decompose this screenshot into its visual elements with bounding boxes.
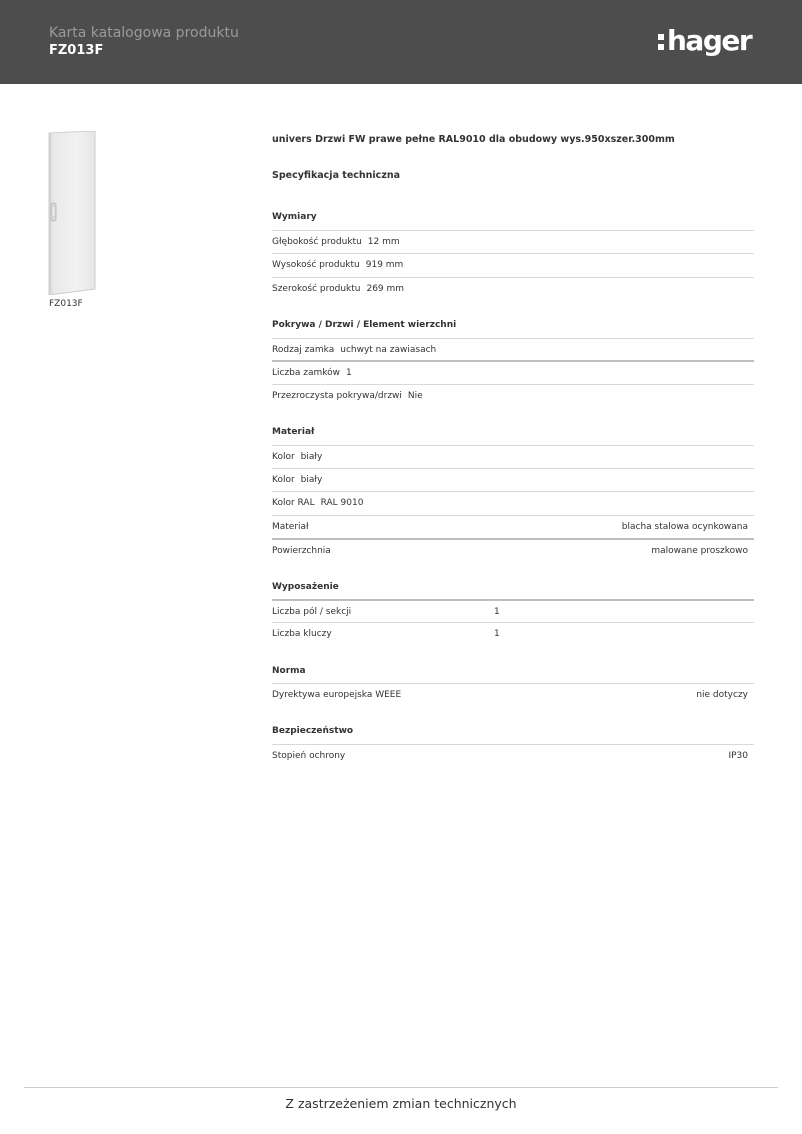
spec-row xyxy=(272,515,754,538)
spec-label: Rodzaj zamka xyxy=(272,345,335,355)
page-header xyxy=(0,0,802,84)
spec-label: Kolor xyxy=(272,452,295,462)
spec-label: Wysokość produktu xyxy=(272,260,360,270)
spec-value: 269 mm xyxy=(366,284,405,294)
spec-value: malowane proszkowo xyxy=(651,546,748,556)
spec-label: Liczba zamków xyxy=(272,368,341,378)
spec-row xyxy=(272,538,754,561)
section-wymiary-title: Wymiary xyxy=(272,212,317,222)
spec-row xyxy=(272,338,754,361)
header-subtitle: Karta katalogowa produktu xyxy=(49,25,239,41)
spec-value: blacha stalowa ocynkowana xyxy=(621,522,748,532)
spec-label: Liczba kluczy xyxy=(272,629,332,639)
spec-value: 1 xyxy=(346,368,352,378)
spec-label: Materiał xyxy=(272,522,309,532)
spec-value: uchwyt na zawiasach xyxy=(340,345,437,355)
spec-value: 1 xyxy=(494,607,500,617)
section-material-title: Materiał xyxy=(272,427,315,437)
spec-label: Liczba pól / sekcji xyxy=(272,607,352,617)
image-caption: FZ013F xyxy=(49,299,83,309)
footer-divider xyxy=(24,1087,778,1088)
spec-row xyxy=(272,445,754,468)
spec-value: 919 mm xyxy=(365,260,404,270)
footer-disclaimer: Z zastrzeżeniem zmian technicznych xyxy=(285,1096,517,1111)
spec-label: Powierzchnia xyxy=(272,546,331,556)
spec-row xyxy=(272,491,754,514)
spec-label: Kolor RAL xyxy=(272,498,315,508)
section-pokrywa-title: Pokrywa / Drzwi / Element wierzchni xyxy=(272,320,457,330)
spec-row xyxy=(272,622,754,645)
spec-row xyxy=(272,230,754,253)
spec-value: biały xyxy=(300,452,323,462)
section-norma-title: Norma xyxy=(272,666,306,676)
spec-value: biały xyxy=(300,475,323,485)
spec-row xyxy=(272,468,754,491)
spec-value: IP30 xyxy=(728,751,748,761)
spec-row xyxy=(272,253,754,276)
spec-row xyxy=(272,744,754,767)
spec-row xyxy=(272,277,754,300)
spec-label: Przezroczysta pokrywa/drzwi xyxy=(272,391,402,401)
section-wyposazenie-title: Wyposażenie xyxy=(272,582,339,592)
spec-row xyxy=(272,360,754,383)
spec-row xyxy=(272,683,754,706)
spec-value: nie dotyczy xyxy=(696,690,748,700)
spec-value: 12 mm xyxy=(367,237,400,247)
logo-text: hager xyxy=(667,23,752,57)
spec-label: Stopień ochrony xyxy=(272,751,346,761)
product-door-image xyxy=(48,131,96,295)
spec-value: Nie xyxy=(407,391,423,401)
spec-label: Dyrektywa europejska WEEE xyxy=(272,690,402,700)
spec-label: Kolor xyxy=(272,475,295,485)
section-bezpieczenstwo-title: Bezpieczeństwo xyxy=(272,726,354,736)
spec-value: RAL 9010 xyxy=(320,498,364,508)
spec-label: Szerokość produktu xyxy=(272,284,361,294)
spec-row xyxy=(272,599,754,622)
product-title: univers Drzwi FW prawe pełne RAL9010 dla obudowy wys.950xszer.300mm xyxy=(272,134,675,145)
spec-label: Głębokość produktu xyxy=(272,237,362,247)
spec-row xyxy=(272,384,754,407)
header-product-code: FZ013F xyxy=(49,43,104,58)
spec-value: 1 xyxy=(494,629,500,639)
logo-dots-icon xyxy=(658,34,664,50)
hager-logo xyxy=(658,22,751,58)
spec-title: Specyfikacja techniczna xyxy=(272,170,401,181)
